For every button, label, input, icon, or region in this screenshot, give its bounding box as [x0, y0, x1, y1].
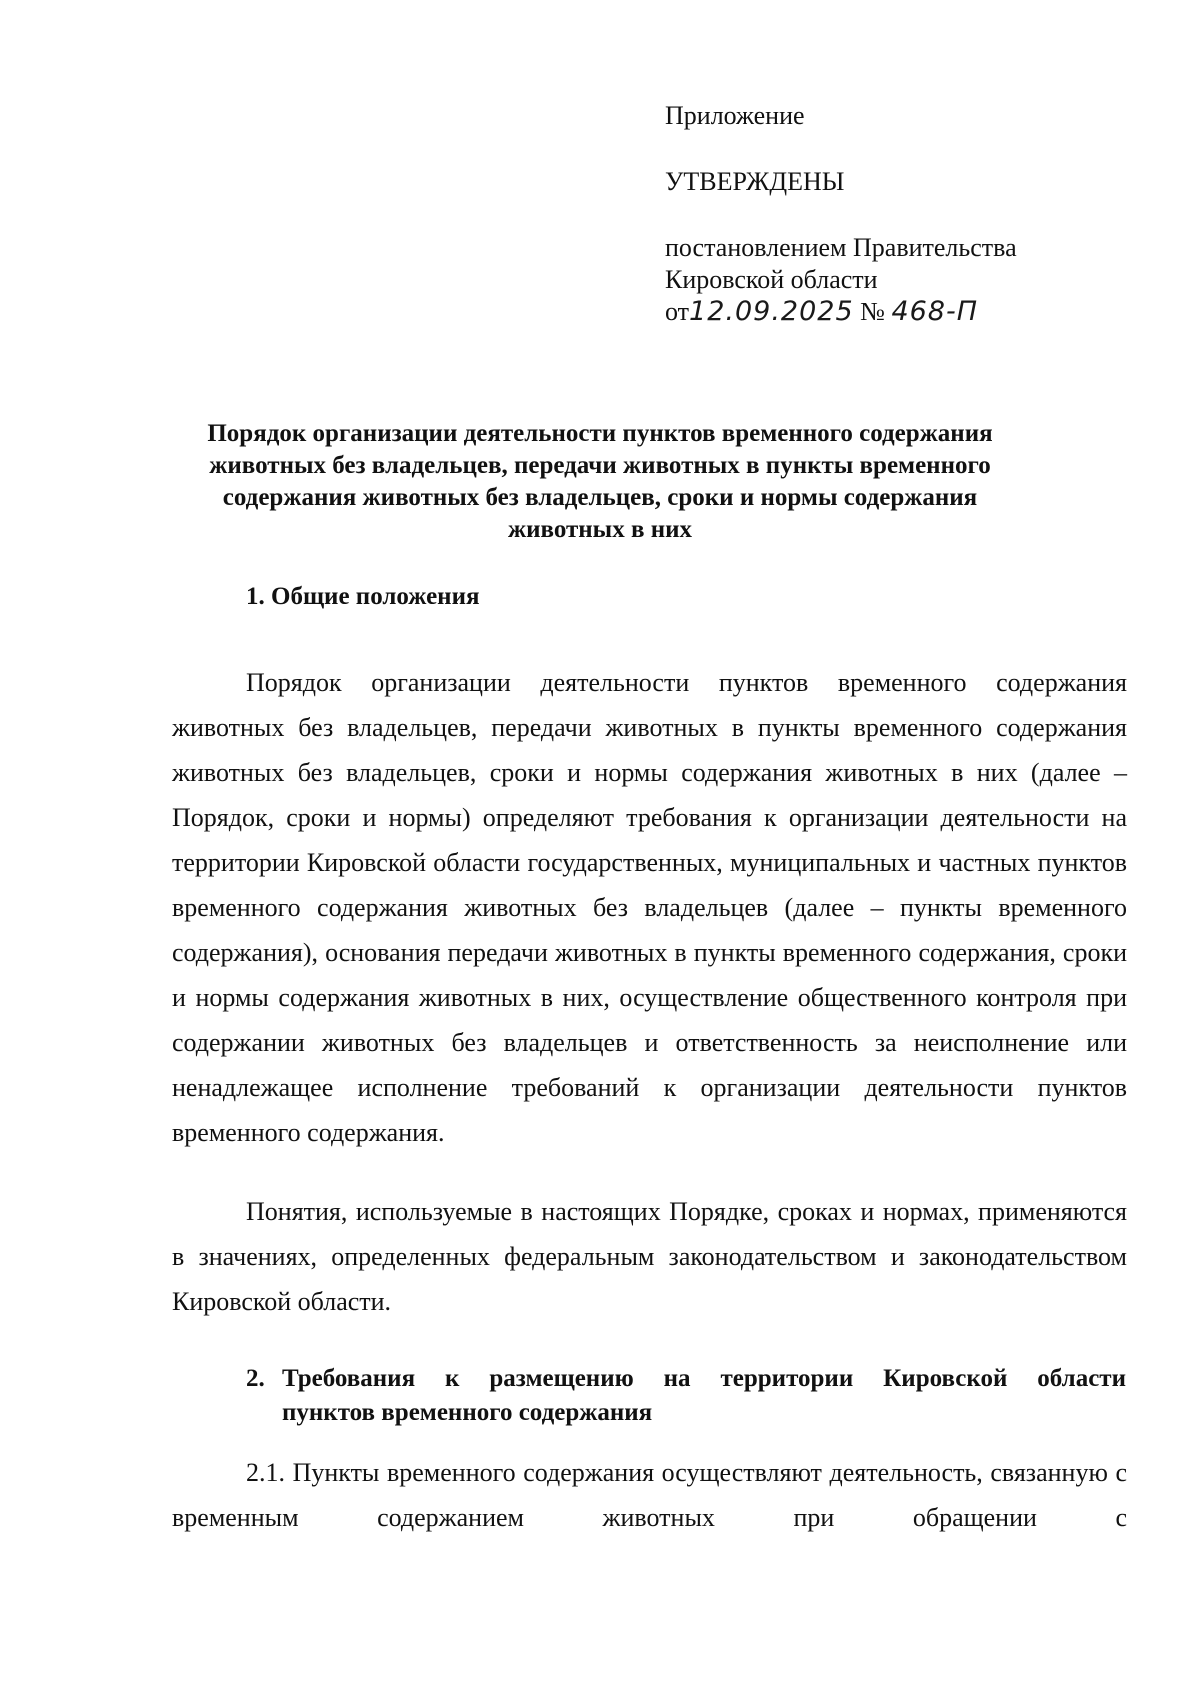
section-1-heading: 1. Общие положения [246, 583, 480, 610]
document-title [150, 418, 1050, 546]
paragraph-text: 2.1. Пункты временного содержания осуществляют деятельность, связанную с временным содержанием животных при обращении с [172, 1458, 1127, 1532]
appendix-label: Приложение [665, 101, 805, 130]
decree-line-2: Кировской области [665, 265, 878, 294]
paragraph-text: Понятия, используемые в настоящих Порядке, сроках и нормах, применяются в значениях, определенных федеральным законодательством и законодательством Кировской области. [172, 1197, 1127, 1316]
section-2-paragraph-1 [172, 1450, 1127, 1540]
section-1-paragraph-2 [172, 1189, 1127, 1324]
section-2-heading-line-2: пунктов временного содержания [282, 1399, 653, 1426]
number-prefix: № [860, 297, 885, 326]
document-title-line-2: животных без владельцев, передачи животных в пункты временного [209, 452, 991, 479]
paragraph-text: Порядок организации деятельности пунктов временного содержания животных без владельцев, передачи животных в пункты временного содержания животных без владельцев, сроки и нормы содержания животных в них (далее – Порядок, сроки и нормы) определяют требования к организации деятельности на территории Кировской области государственных, муниципальных и частных пунктов временного содержания животных без владельцев (далее – пункты временного содержания), основания передачи животных в пункты временного содержания, сроки и нормы содержания животных в них, осуществление общественного контроля при содержании животных без владельцев и ответственность за неисполнение или ненадлежащее исполнение требований к организации деятельности пунктов временного содержания. [172, 668, 1127, 1147]
section-1-paragraph-1 [172, 660, 1127, 1155]
approval-block [665, 100, 1165, 328]
decree-line-1: постановлением Правительства [665, 233, 1017, 262]
handwritten-date: 12.09.2025 [689, 296, 854, 327]
decree-reference [665, 232, 1165, 328]
section-2-heading-text-1: Требования к размещению на территории Кировской области [282, 1365, 1126, 1392]
document-title-line-3: содержания животных без владельцев, сроки и нормы содержания [222, 484, 978, 511]
section-2-number: 2. [246, 1365, 265, 1392]
document-title-line-4: животных в них [507, 516, 693, 543]
document-title-line-1: Порядок организации деятельности пунктов временного содержания [207, 420, 993, 447]
approved-label: УТВЕРЖДЕНЫ [665, 167, 845, 196]
section-2-heading-line-1 [246, 1362, 1126, 1396]
decree-date-number-line [665, 296, 1165, 328]
date-prefix: от [665, 297, 690, 326]
section-2-heading [246, 1362, 1126, 1430]
handwritten-number: 468-П [891, 296, 979, 327]
